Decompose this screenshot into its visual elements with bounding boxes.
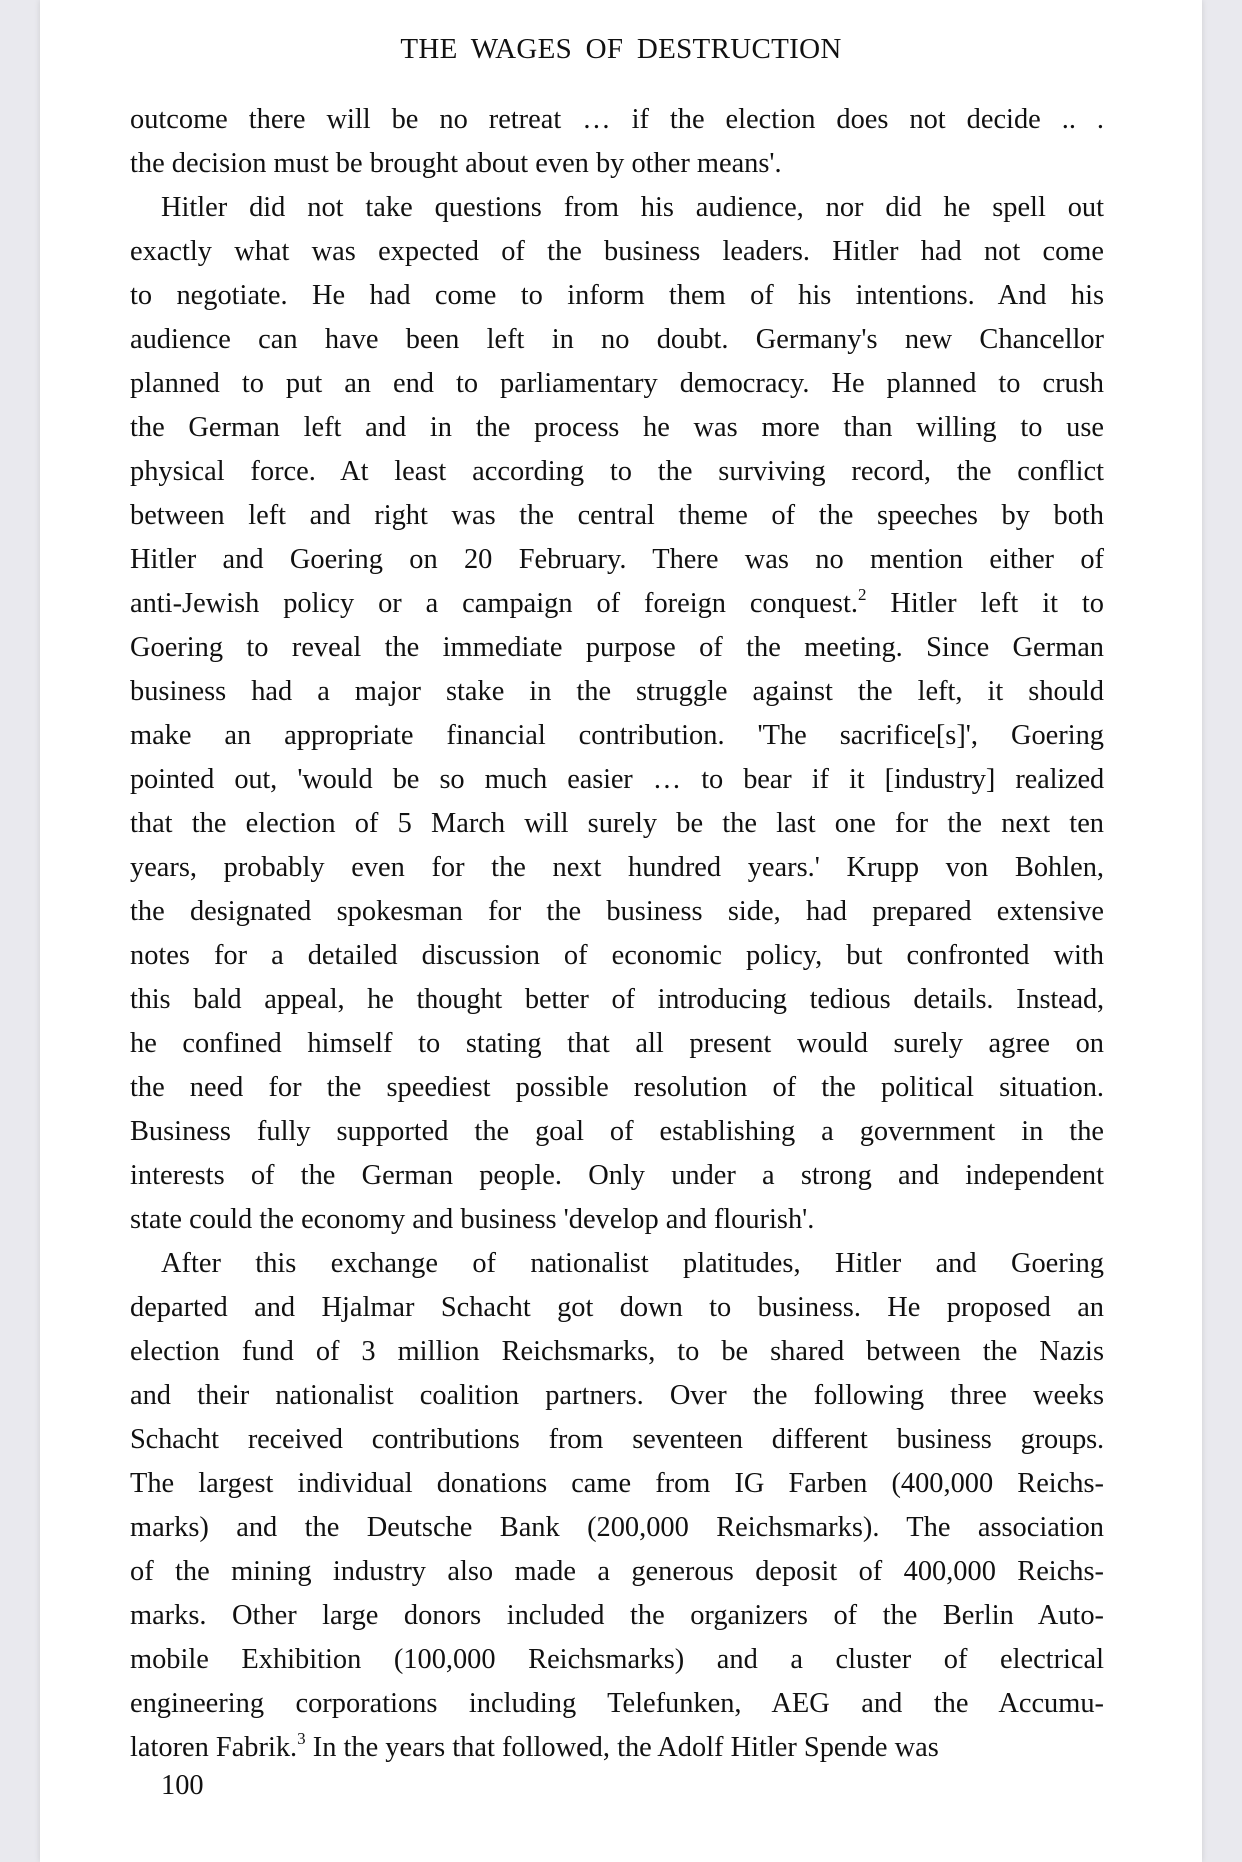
text-line: make an appropriate financial contribution. 'The sacrifice[s]', Goering [130,720,1104,751]
paragraph [130,186,1104,1242]
text-line: years, probably even for the next hundred years.' Krupp von Bohlen, [130,852,1104,883]
text-line: interests of the German people. Only under a strong and independent [130,1160,1104,1191]
text-line: Hitler did not take questions from his audience, nor did he spell out [161,192,1104,223]
text-line-with-footnote [130,582,1104,626]
footnote-marker: 2 [857,585,867,604]
footnote-marker: 3 [297,1729,306,1748]
text-line: notes for a detailed discussion of economic policy, but confronted with [130,940,1104,971]
text-line: Hitler and Goering on 20 February. There was no mention either of [130,544,1104,575]
text-line: The largest individual donations came from IG Farben (400,000 Reichs- [130,1468,1104,1499]
text-line: to negotiate. He had come to inform them of his intentions. And his [130,280,1104,311]
body-text [130,98,1104,1770]
text-line: Goering to reveal the immediate purpose of the meeting. Since German [130,632,1104,663]
text-line: physical force. At least according to the surviving record, the conflict [130,456,1104,487]
text-line: outcome there will be no retreat … if the election does not decide .. . [130,104,1104,135]
paragraph [130,1242,1104,1770]
text-line: mobile Exhibition (100,000 Reichsmarks) and a cluster of electrical [130,1644,1104,1675]
text-fragment: anti-Jewish policy or a campaign of foreign conquest. [130,588,858,619]
text-line: this bald appeal, he thought better of introducing tedious details. Instead, [130,984,1104,1015]
text-fragment: latoren Fabrik. [130,1732,298,1763]
text-line-with-footnote [130,1726,1104,1770]
text-line: planned to put an end to parliamentary democracy. He planned to crush [130,368,1104,399]
text-line: departed and Hjalmar Schacht got down to business. He proposed an [130,1292,1104,1323]
text-line: the designated spokesman for the business side, had prepared extensive [130,896,1104,927]
text-line: he confined himself to stating that all present would surely agree on [130,1028,1104,1059]
text-fragment: Hitler left it to [866,588,1105,619]
text-line: the decision must be brought about even by other means'. [130,148,782,179]
text-line: election fund of 3 million Reichsmarks, to be shared between the Nazis [130,1336,1104,1367]
paragraph [130,98,1104,186]
text-line: Schacht received contributions from seventeen different business groups. [130,1424,1104,1455]
text-line: business had a major stake in the struggle against the left, it should [130,676,1104,707]
running-header: THE WAGES OF DESTRUCTION [400,33,842,65]
text-line: Business fully supported the goal of establishing a government in the [130,1116,1104,1147]
text-line: audience can have been left in no doubt. Germany's new Chancellor [130,324,1104,355]
text-line: the need for the speediest possible resolution of the political situation. [130,1072,1104,1103]
text-line: and their nationalist coalition partners. Over the following three weeks [130,1380,1104,1411]
text-line: that the election of 5 March will surely be the last one for the next ten [130,808,1104,839]
text-line: between left and right was the central theme of the speeches by both [130,500,1104,531]
text-line: pointed out, 'would be so much easier … to bear if it [industry] realized [130,764,1104,795]
book-page [40,0,1202,1862]
text-line: the German left and in the process he was more than willing to use [130,412,1104,443]
text-line: marks) and the Deutsche Bank (200,000 Reichsmarks). The association [130,1512,1104,1543]
text-line: of the mining industry also made a generous deposit of 400,000 Reichs- [130,1556,1104,1587]
text-line: state could the economy and business 'develop and flourish'. [130,1204,815,1235]
page-number: 100 [161,1770,204,1801]
text-line: marks. Other large donors included the organizers of the Berlin Auto- [130,1600,1104,1631]
text-line: engineering corporations including Telefunken, AEG and the Accumu- [130,1688,1104,1719]
text-line: exactly what was expected of the business leaders. Hitler had not come [130,236,1104,267]
text-fragment: In the years that followed, the Adolf Hitler Spende was [305,1732,939,1763]
text-line: After this exchange of nationalist platitudes, Hitler and Goering [161,1248,1104,1279]
